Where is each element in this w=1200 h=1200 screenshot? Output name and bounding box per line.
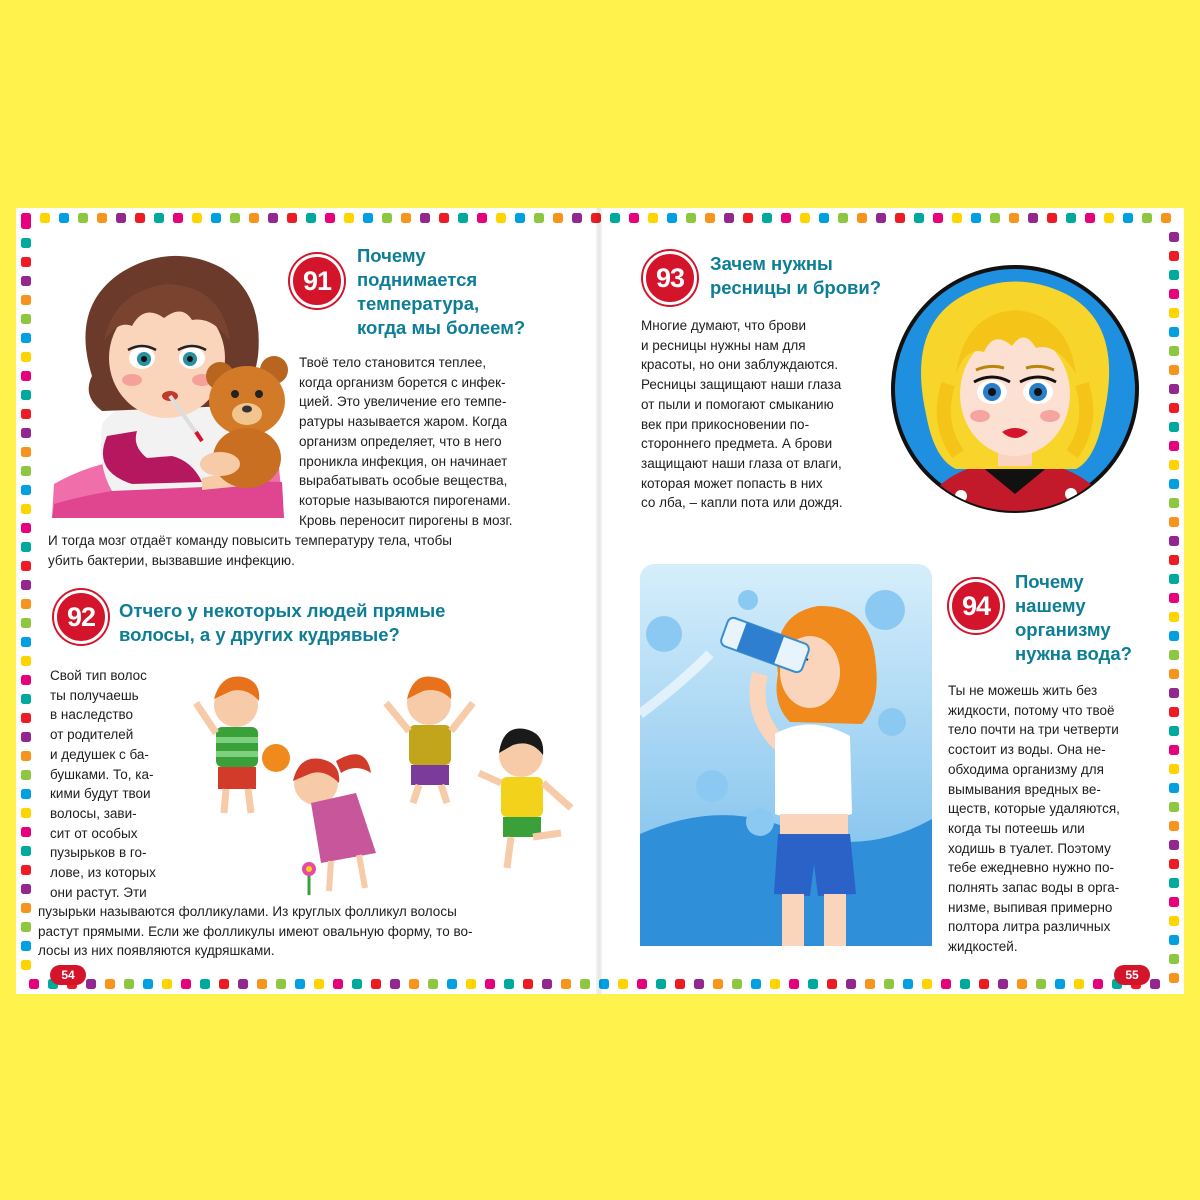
answer-text: Твоё тело становится теплее, когда организм борется с инфек- цией. Это увеличение его темпе- ратуры называется жаром. Когда организм определяет, что в него проникла инфекция, он начинает вырабатывать особые вещества, которые называются пирогенами. Кровь переносит пирогены в мозг. (299, 355, 513, 528)
border-dot (1104, 213, 1114, 223)
border-dot (800, 213, 810, 223)
question-title: Зачем нужны ресницы и брови? (710, 253, 882, 298)
border-dot (1169, 726, 1179, 736)
border-dot (458, 213, 468, 223)
border-dot (922, 979, 932, 989)
question-title: Отчего у некоторых людей прямые волосы, а у других кудрявые? (119, 600, 446, 645)
border-dot (230, 213, 240, 223)
border-dot (838, 213, 848, 223)
border-dot (1169, 593, 1179, 603)
border-dot (1169, 384, 1179, 394)
border-dot (1169, 897, 1179, 907)
border-dot (21, 732, 31, 742)
border-dot (21, 238, 31, 248)
border-dot (971, 213, 981, 223)
border-dot (21, 770, 31, 780)
border-dot (21, 523, 31, 533)
border-dot (903, 979, 913, 989)
question-number-badge: 94 (949, 579, 1003, 633)
border-dot (439, 213, 449, 223)
border-dot (895, 213, 905, 223)
border-dot (21, 713, 31, 723)
border-dot (21, 827, 31, 837)
border-dot (276, 979, 286, 989)
border-dot (21, 599, 31, 609)
border-dot (1142, 213, 1152, 223)
border-dot (1169, 878, 1179, 888)
border-dot (542, 979, 552, 989)
border-dot (1169, 821, 1179, 831)
border-dot (1169, 764, 1179, 774)
border-dot (1169, 574, 1179, 584)
border-dot (21, 580, 31, 590)
border-dot (21, 428, 31, 438)
border-dot (1093, 979, 1103, 989)
border-dot (21, 751, 31, 761)
border-dot (192, 213, 202, 223)
border-dot (21, 903, 31, 913)
border-dot (21, 504, 31, 514)
book-spread (16, 208, 1184, 994)
border-dot (694, 979, 704, 989)
page-number-right: 55 (1114, 965, 1150, 985)
border-dot (306, 213, 316, 223)
border-dot (249, 213, 259, 223)
border-dot (933, 213, 943, 223)
border-dot (572, 213, 582, 223)
border-dot (819, 213, 829, 223)
border-dot (21, 922, 31, 932)
border-dot (523, 979, 533, 989)
border-dot (21, 485, 31, 495)
border-dot (1169, 308, 1179, 318)
question-title: Почему нашему организму нужна вода? (1015, 571, 1132, 664)
border-dot (561, 979, 571, 989)
border-dot (1036, 979, 1046, 989)
question-title: Почему поднимается температура, когда мы болеем? (357, 245, 526, 338)
border-dot (21, 466, 31, 476)
border-dot (876, 213, 886, 223)
border-dot (1169, 688, 1179, 698)
border-dot (344, 213, 354, 223)
border-dot (477, 213, 487, 223)
border-dot (675, 979, 685, 989)
border-dot (1169, 536, 1179, 546)
answer-text: Свой тип волос ты получаешь в наследство от родителей и дедушек с ба- бушками. То, ка- кими будут твои волосы, зави- сит от особых пузырьков в го- лове, из которых они растут. Эти (50, 668, 156, 900)
border-dot (637, 979, 647, 989)
border-dot (998, 979, 1008, 989)
border-dot (268, 213, 278, 223)
border-dot (1169, 612, 1179, 622)
border-dot (1169, 916, 1179, 926)
border-dot (1169, 517, 1179, 527)
border-dot (21, 865, 31, 875)
water-drinking-illustration (640, 564, 932, 946)
border-dot (884, 979, 894, 989)
border-dot (1169, 707, 1179, 717)
border-dot (515, 213, 525, 223)
border-dot (1028, 213, 1038, 223)
border-dot (610, 213, 620, 223)
border-dot (390, 979, 400, 989)
border-dot (371, 979, 381, 989)
border-dot (1017, 979, 1027, 989)
border-dot (333, 979, 343, 989)
border-dot (1169, 270, 1179, 280)
border-dot (211, 213, 221, 223)
border-dot (428, 979, 438, 989)
question-number-badge: 92 (54, 590, 108, 644)
border-dot (173, 213, 183, 223)
border-dot (219, 979, 229, 989)
border-dot (618, 979, 628, 989)
border-dot (979, 979, 989, 989)
border-dot (238, 979, 248, 989)
border-dot (21, 884, 31, 894)
border-dot (363, 213, 373, 223)
border-dot (29, 979, 39, 989)
border-dot (21, 846, 31, 856)
children-illustration (181, 663, 586, 898)
border-dot (1169, 441, 1179, 451)
border-dot (827, 979, 837, 989)
border-dot (40, 213, 50, 223)
border-dot (382, 213, 392, 223)
border-dot (857, 213, 867, 223)
border-dot (686, 213, 696, 223)
border-dot (21, 789, 31, 799)
border-dot (648, 213, 658, 223)
border-dot (504, 979, 514, 989)
border-dot (732, 979, 742, 989)
border-dot (1169, 669, 1179, 679)
border-dot (162, 979, 172, 989)
border-dot (466, 979, 476, 989)
border-dot (21, 561, 31, 571)
answer-text: Многие думают, что брови и ресницы нужны нам для красоты, но они заблуждаются. Ресницы защищают наши глаза от пыли и помогают смыканию век при прикосновении по- стороннего предмета. А брови защищают наши глаза от влаги, которая может попасть в них со лба, – капли пота или дождя. (641, 318, 843, 511)
border-dot (990, 213, 1000, 223)
border-dot (1169, 954, 1179, 964)
border-dot (447, 979, 457, 989)
border-dot (124, 979, 134, 989)
answer-text-continued: пузырьки называются фолликулами. Из круглых фолликул волосы растут прямыми. Если же фолликулы имеют овальную форму, то во- лосы из них появляются кудряшками. (38, 904, 473, 959)
border-dot (1150, 979, 1160, 989)
sick-girl-illustration (52, 246, 302, 518)
border-dot (1161, 213, 1171, 223)
blonde-girl-illustration (886, 264, 1144, 514)
border-dot (1169, 935, 1179, 945)
border-dot (21, 333, 31, 343)
border-dot (1169, 422, 1179, 432)
border-dot (743, 213, 753, 223)
border-dot (21, 447, 31, 457)
border-dot (257, 979, 267, 989)
border-dot (1066, 213, 1076, 223)
border-dot (21, 618, 31, 628)
border-dot (409, 979, 419, 989)
border-dot (1047, 213, 1057, 223)
border-dot (751, 979, 761, 989)
border-dot (724, 213, 734, 223)
border-dot (1169, 460, 1179, 470)
border-dot (21, 637, 31, 647)
border-dot (325, 213, 335, 223)
border-dot (667, 213, 677, 223)
border-dot (629, 213, 639, 223)
border-dot (21, 694, 31, 704)
border-dot (496, 213, 506, 223)
border-dot (21, 808, 31, 818)
border-dot (1055, 979, 1065, 989)
border-dot (21, 314, 31, 324)
border-dot (1169, 631, 1179, 641)
border-dot (781, 213, 791, 223)
border-dot (1169, 973, 1179, 983)
border-dot (21, 675, 31, 685)
border-dot (534, 213, 544, 223)
border-dot (21, 219, 31, 229)
border-dot (762, 213, 772, 223)
border-dot (1169, 859, 1179, 869)
border-dot (314, 979, 324, 989)
border-dot (86, 979, 96, 989)
border-dot (789, 979, 799, 989)
border-dot (21, 276, 31, 286)
border-dot (865, 979, 875, 989)
border-dot (1169, 251, 1179, 261)
border-dot (21, 656, 31, 666)
border-dot (1009, 213, 1019, 223)
question-number-badge: 91 (290, 254, 344, 308)
border-dot (21, 960, 31, 970)
border-dot (420, 213, 430, 223)
border-dot (21, 409, 31, 419)
border-dot (1169, 783, 1179, 793)
border-dot (78, 213, 88, 223)
border-dot (1169, 327, 1179, 337)
question-number-badge: 93 (643, 251, 697, 305)
border-dot (1169, 289, 1179, 299)
border-dot (143, 979, 153, 989)
border-dot (1169, 365, 1179, 375)
border-dot (1169, 555, 1179, 565)
border-dot (808, 979, 818, 989)
border-dot (21, 257, 31, 267)
border-dot (713, 979, 723, 989)
border-dot (21, 371, 31, 381)
border-dot (200, 979, 210, 989)
border-dot (135, 213, 145, 223)
border-dot (770, 979, 780, 989)
border-dot (1169, 346, 1179, 356)
border-dot (952, 213, 962, 223)
border-dot (1074, 979, 1084, 989)
border-dot (116, 213, 126, 223)
border-dot (97, 213, 107, 223)
border-dot (960, 979, 970, 989)
border-dot (1169, 232, 1179, 242)
border-dot (1169, 840, 1179, 850)
border-dot (914, 213, 924, 223)
border-dot (21, 542, 31, 552)
border-dot (1169, 745, 1179, 755)
border-dot (287, 213, 297, 223)
border-dot (21, 295, 31, 305)
border-dot (846, 979, 856, 989)
answer-text: Ты не можешь жить без жидкости, потому что твоё тело почти на три четверти состоит из воды. Она не- обходима организму для вымывания вредных ве- ществ, которые удаляются, когда ты потеешь или ходишь в туалет. Поэтому тебе ежедневно нужно по- полнять запас воды в орга- низме, выпивая примерно полтора литра различных жидкостей. (948, 683, 1120, 955)
border-dot (1123, 213, 1133, 223)
border-dot (1085, 213, 1095, 223)
border-dot (181, 979, 191, 989)
border-dot (485, 979, 495, 989)
border-dot (21, 390, 31, 400)
border-dot (1169, 479, 1179, 489)
border-dot (105, 979, 115, 989)
border-dot (1169, 498, 1179, 508)
border-dot (1169, 650, 1179, 660)
border-dot (401, 213, 411, 223)
border-dot (941, 979, 951, 989)
border-dot (580, 979, 590, 989)
border-dot (59, 213, 69, 223)
border-dot (295, 979, 305, 989)
page-gutter (596, 208, 602, 994)
border-dot (352, 979, 362, 989)
border-dot (705, 213, 715, 223)
border-dot (21, 352, 31, 362)
border-dot (21, 941, 31, 951)
page-number-left: 54 (50, 965, 86, 985)
border-dot (656, 979, 666, 989)
border-dot (553, 213, 563, 223)
border-dot (1169, 802, 1179, 812)
answer-text-continued: И тогда мозг отдаёт команду повысить температуру тела, чтобы убить бактерии, вызвавшие инфекцию. (48, 533, 452, 568)
border-dot (154, 213, 164, 223)
border-dot (1169, 403, 1179, 413)
